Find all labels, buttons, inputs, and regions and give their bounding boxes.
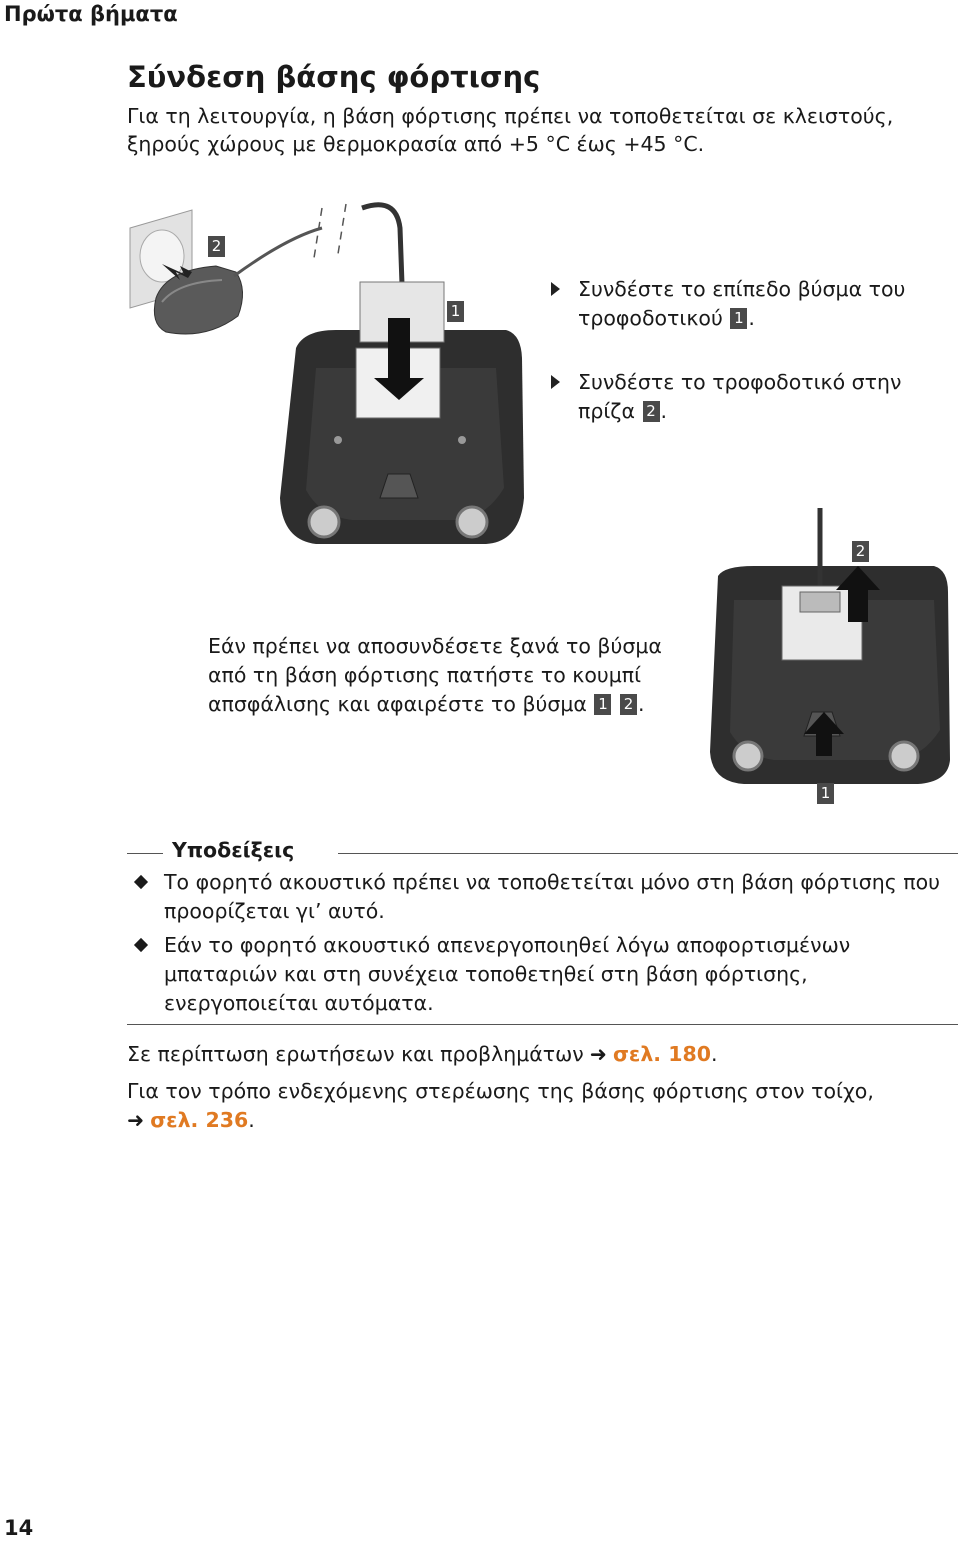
- callout-badge: 2: [852, 541, 869, 562]
- step-item: [551, 275, 931, 333]
- running-head: Πρώτα βήματα: [4, 2, 178, 26]
- step-end: .: [748, 306, 755, 330]
- hint-text: Το φορητό ακουστικό πρέπει να τοποθετείται μόνο στη βάση φόρτισης που προορίζεται γι’ αυτό.: [164, 870, 940, 923]
- reference-text: Για τον τρόπο ενδεχόμενης στερέωσης της βάσης φόρτισης στον τοίχο,: [127, 1079, 874, 1103]
- charger-connection-illustration: [126, 198, 526, 554]
- reference-line: [127, 1077, 957, 1135]
- step-item: [551, 368, 931, 426]
- hint-text: Εάν το φορητό ακουστικό απενεργοποιηθεί λόγω αποφορτισμένων μπαταριών και στη συνέχεια τοποθετηθεί στη βάση φόρτισης, ενεργοποιείται αυτόματα.: [164, 933, 851, 1015]
- callout-badge: 2: [208, 236, 225, 257]
- unplug-text: Εάν πρέπει να αποσυνδέσετε ξανά το βύσμα από τη βάση φόρτισης πατήστε το κουμπί απσφάλισης και αφαιρέστε το βύσμα: [208, 634, 662, 716]
- power-cable: [234, 228, 322, 276]
- hints-rule-bottom: [127, 1024, 958, 1025]
- arrow-right-icon: ➜: [589, 1042, 607, 1066]
- hint-item: [127, 931, 957, 1018]
- page-number: 14: [4, 1516, 34, 1540]
- callout-ref: 2: [643, 401, 660, 422]
- section-title: Σύνδεση βάσης φόρτισης: [127, 60, 541, 94]
- reference-text: Σε περίπτωση ερωτήσεων και προβλημάτων: [127, 1042, 584, 1066]
- unplug-instructions: [208, 632, 678, 719]
- hints-title: Υποδείξεις: [172, 838, 295, 862]
- wall-socket: [140, 230, 184, 282]
- reference-line: [127, 1040, 957, 1069]
- page-link[interactable]: σελ. 180: [612, 1042, 712, 1066]
- hints-rule-left: [127, 853, 163, 854]
- reference-end: .: [248, 1108, 255, 1132]
- diamond-bullet-icon: [134, 938, 148, 952]
- callout-ref: 1: [594, 694, 611, 715]
- plug-removal-illustration: [704, 500, 956, 790]
- callout-ref: 2: [620, 694, 637, 715]
- foot-right: [890, 742, 918, 770]
- arrow-right-icon: ➜: [127, 1108, 145, 1132]
- step-text: Συνδέστε το τροφοδοτικό στην πρίζα: [578, 370, 902, 423]
- callout-badge: 1: [447, 301, 464, 322]
- unplug-end: .: [638, 692, 645, 716]
- step-end: .: [660, 399, 668, 423]
- step-text: Συνδέστε το επίπεδο βύσμα του τροφοδοτικού: [578, 277, 906, 330]
- callout-badge: 1: [817, 783, 834, 804]
- foot-left: [309, 507, 339, 537]
- foot-left: [734, 742, 762, 770]
- hints-rule-right: [338, 853, 958, 854]
- callout-ref: 1: [730, 308, 747, 329]
- foot-right: [457, 507, 487, 537]
- reference-end: .: [711, 1042, 718, 1066]
- triangle-bullet-icon: [551, 375, 560, 389]
- plug-cable: [362, 205, 402, 284]
- diamond-bullet-icon: [134, 875, 148, 889]
- page-link[interactable]: σελ. 236: [150, 1108, 249, 1132]
- hint-item: [127, 868, 957, 926]
- intro-paragraph: Για τη λειτουργία, η βάση φόρτισης πρέπει να τοποθετείται σε κλειστούς, ξηρούς χώρους με θερμοκρασία από +5 °C έως +45 °C.: [127, 104, 894, 156]
- triangle-bullet-icon: [551, 282, 560, 296]
